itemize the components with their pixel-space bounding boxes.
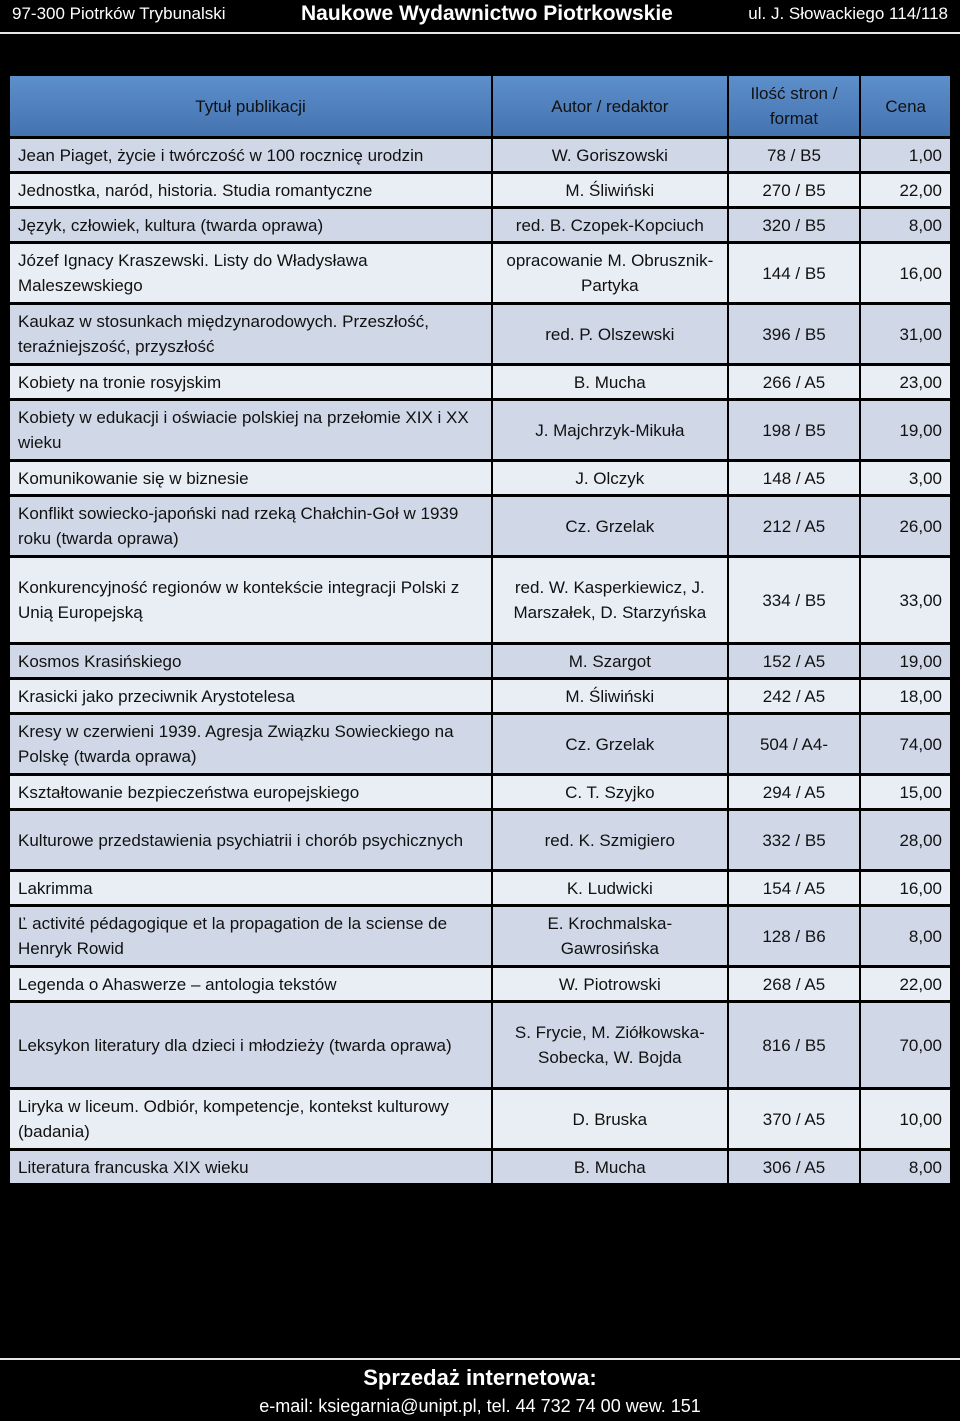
footer-divider bbox=[0, 1358, 960, 1360]
header-publisher-name: Naukowe Wydawnictwo Piotrkowskie bbox=[300, 2, 673, 25]
book-author: red. B. Czopek-Kopciuch bbox=[493, 209, 727, 241]
book-title: Jednostka, naród, historia. Studia romantyczne bbox=[10, 174, 491, 206]
book-author: E. Krochmalska-Gawrosińska bbox=[493, 907, 727, 965]
price-list-table bbox=[8, 73, 952, 1186]
book-price: 26,00 bbox=[861, 497, 950, 555]
book-title: Krasicki jako przeciwnik Arystotelesa bbox=[10, 680, 491, 712]
table-row bbox=[10, 872, 950, 904]
table-row bbox=[10, 462, 950, 494]
book-author: J. Majchrzyk-Mikuła bbox=[493, 401, 727, 459]
book-author: M. Śliwiński bbox=[493, 174, 727, 206]
table-row bbox=[10, 1003, 950, 1087]
table-row bbox=[10, 1151, 950, 1183]
book-price: 23,00 bbox=[861, 366, 950, 398]
book-author: K. Ludwicki bbox=[493, 872, 727, 904]
book-title: Liryka w liceum. Odbiór, kompetencje, kontekst kulturowy (badania) bbox=[10, 1090, 491, 1148]
book-price: 33,00 bbox=[861, 558, 950, 642]
book-title: Kobiety na tronie rosyjskim bbox=[10, 366, 491, 398]
book-pages: 504 / A4- bbox=[729, 715, 860, 773]
header-divider bbox=[0, 32, 960, 34]
book-price: 16,00 bbox=[861, 872, 950, 904]
book-price: 74,00 bbox=[861, 715, 950, 773]
book-price: 22,00 bbox=[861, 968, 950, 1000]
book-author: J. Olczyk bbox=[493, 462, 727, 494]
header-address-right: ul. J. Słowackiego 114/118 bbox=[748, 4, 948, 23]
table-row bbox=[10, 1090, 950, 1148]
book-title: Konflikt sowiecko-japoński nad rzeką Chałchin-Goł w 1939 roku (twarda oprawa) bbox=[10, 497, 491, 555]
table-header-row bbox=[10, 76, 950, 136]
book-pages: 128 / B6 bbox=[729, 907, 860, 965]
book-title: Kaukaz w stosunkach międzynarodowych. Przeszłość, teraźniejszość, przyszłość bbox=[10, 305, 491, 363]
book-pages: 370 / A5 bbox=[729, 1090, 860, 1148]
book-author: opracowanie M. Obrusznik-Partyka bbox=[493, 244, 727, 302]
book-price: 70,00 bbox=[861, 1003, 950, 1087]
book-price: 28,00 bbox=[861, 811, 950, 869]
table-row bbox=[10, 305, 950, 363]
book-title: Jean Piaget, życie i twórczość w 100 rocznicę urodzin bbox=[10, 139, 491, 171]
book-price: 8,00 bbox=[861, 209, 950, 241]
column-header-price: Cena bbox=[861, 76, 950, 136]
book-price: 31,00 bbox=[861, 305, 950, 363]
table-row bbox=[10, 209, 950, 241]
book-author: B. Mucha bbox=[493, 366, 727, 398]
table-row bbox=[10, 366, 950, 398]
book-title: Kobiety w edukacji i oświacie polskiej na przełomie XIX i XX wieku bbox=[10, 401, 491, 459]
header-address-left: 97-300 Piotrków Trybunalski bbox=[12, 4, 226, 23]
book-pages: 270 / B5 bbox=[729, 174, 860, 206]
book-pages: 78 / B5 bbox=[729, 139, 860, 171]
table-row bbox=[10, 558, 950, 642]
book-price: 18,00 bbox=[861, 680, 950, 712]
book-price: 19,00 bbox=[861, 401, 950, 459]
book-title: Lakrimma bbox=[10, 872, 491, 904]
book-title: Literatura francuska XIX wieku bbox=[10, 1151, 491, 1183]
footer-title: Sprzedaż internetowa: bbox=[363, 1365, 597, 1390]
book-pages: 242 / A5 bbox=[729, 680, 860, 712]
book-price: 15,00 bbox=[861, 776, 950, 808]
book-title: Kształtowanie bezpieczeństwa europejskiego bbox=[10, 776, 491, 808]
book-pages: 198 / B5 bbox=[729, 401, 860, 459]
book-title: Józef Ignacy Kraszewski. Listy do Władysława Maleszewskiego bbox=[10, 244, 491, 302]
book-pages: 334 / B5 bbox=[729, 558, 860, 642]
footer-contact: e-mail: ksiegarnia@unipt.pl, tel. 44 732 74 00 wew. 151 bbox=[259, 1396, 701, 1416]
book-price: 8,00 bbox=[861, 907, 950, 965]
book-title: Kosmos Krasińskiego bbox=[10, 645, 491, 677]
book-pages: 396 / B5 bbox=[729, 305, 860, 363]
book-title: Komunikowanie się w biznesie bbox=[10, 462, 491, 494]
book-pages: 266 / A5 bbox=[729, 366, 860, 398]
table-row bbox=[10, 776, 950, 808]
book-author: red. P. Olszewski bbox=[493, 305, 727, 363]
page-header bbox=[0, 0, 960, 28]
book-price: 19,00 bbox=[861, 645, 950, 677]
book-title: Kulturowe przedstawienia psychiatrii i chorób psychicznych bbox=[10, 811, 491, 869]
book-price: 16,00 bbox=[861, 244, 950, 302]
book-author: B. Mucha bbox=[493, 1151, 727, 1183]
book-author: Cz. Grzelak bbox=[493, 497, 727, 555]
table-row bbox=[10, 174, 950, 206]
book-pages: 212 / A5 bbox=[729, 497, 860, 555]
book-pages: 154 / A5 bbox=[729, 872, 860, 904]
table-row bbox=[10, 968, 950, 1000]
book-pages: 148 / A5 bbox=[729, 462, 860, 494]
book-title: Konkurencyjność regionów w kontekście integracji Polski z Unią Europejską bbox=[10, 558, 491, 642]
book-title: Język, człowiek, kultura (twarda oprawa) bbox=[10, 209, 491, 241]
table-row bbox=[10, 401, 950, 459]
book-title: Kresy w czerwieni 1939. Agresja Związku Sowieckiego na Polskę (twarda oprawa) bbox=[10, 715, 491, 773]
table-row bbox=[10, 139, 950, 171]
book-price: 8,00 bbox=[861, 1151, 950, 1183]
book-author: W. Piotrowski bbox=[493, 968, 727, 1000]
table-row bbox=[10, 811, 950, 869]
table-row bbox=[10, 645, 950, 677]
book-pages: 152 / A5 bbox=[729, 645, 860, 677]
table-row bbox=[10, 244, 950, 302]
book-price: 1,00 bbox=[861, 139, 950, 171]
book-author: W. Goriszowski bbox=[493, 139, 727, 171]
book-pages: 294 / A5 bbox=[729, 776, 860, 808]
table-row bbox=[10, 715, 950, 773]
column-header-pages-format: Ilość stron / format bbox=[729, 76, 860, 136]
book-author: C. T. Szyjko bbox=[493, 776, 727, 808]
book-title: Ľ activité pédagogique et la propagation de la sciense de Henryk Rowid bbox=[10, 907, 491, 965]
book-price: 10,00 bbox=[861, 1090, 950, 1148]
book-author: red. W. Kasperkiewicz, J. Marszałek, D. Starzyńska bbox=[493, 558, 727, 642]
book-pages: 268 / A5 bbox=[729, 968, 860, 1000]
book-pages: 306 / A5 bbox=[729, 1151, 860, 1183]
table-row bbox=[10, 680, 950, 712]
book-author: M. Szargot bbox=[493, 645, 727, 677]
column-header-title: Tytuł publikacji bbox=[10, 76, 491, 136]
book-author: red. K. Szmigiero bbox=[493, 811, 727, 869]
book-title: Legenda o Ahaswerze – antologia tekstów bbox=[10, 968, 491, 1000]
book-author: S. Frycie, M. Ziółkowska-Sobecka, W. Bojda bbox=[493, 1003, 727, 1087]
book-author: Cz. Grzelak bbox=[493, 715, 727, 773]
book-author: M. Śliwiński bbox=[493, 680, 727, 712]
book-pages: 816 / B5 bbox=[729, 1003, 860, 1087]
book-pages: 332 / B5 bbox=[729, 811, 860, 869]
book-price: 3,00 bbox=[861, 462, 950, 494]
book-title: Leksykon literatury dla dzieci i młodzieży (twarda oprawa) bbox=[10, 1003, 491, 1087]
book-author: D. Bruska bbox=[493, 1090, 727, 1148]
column-header-author: Autor / redaktor bbox=[493, 76, 727, 136]
table-row bbox=[10, 497, 950, 555]
book-pages: 144 / B5 bbox=[729, 244, 860, 302]
book-pages: 320 / B5 bbox=[729, 209, 860, 241]
table-row bbox=[10, 907, 950, 965]
book-price: 22,00 bbox=[861, 174, 950, 206]
